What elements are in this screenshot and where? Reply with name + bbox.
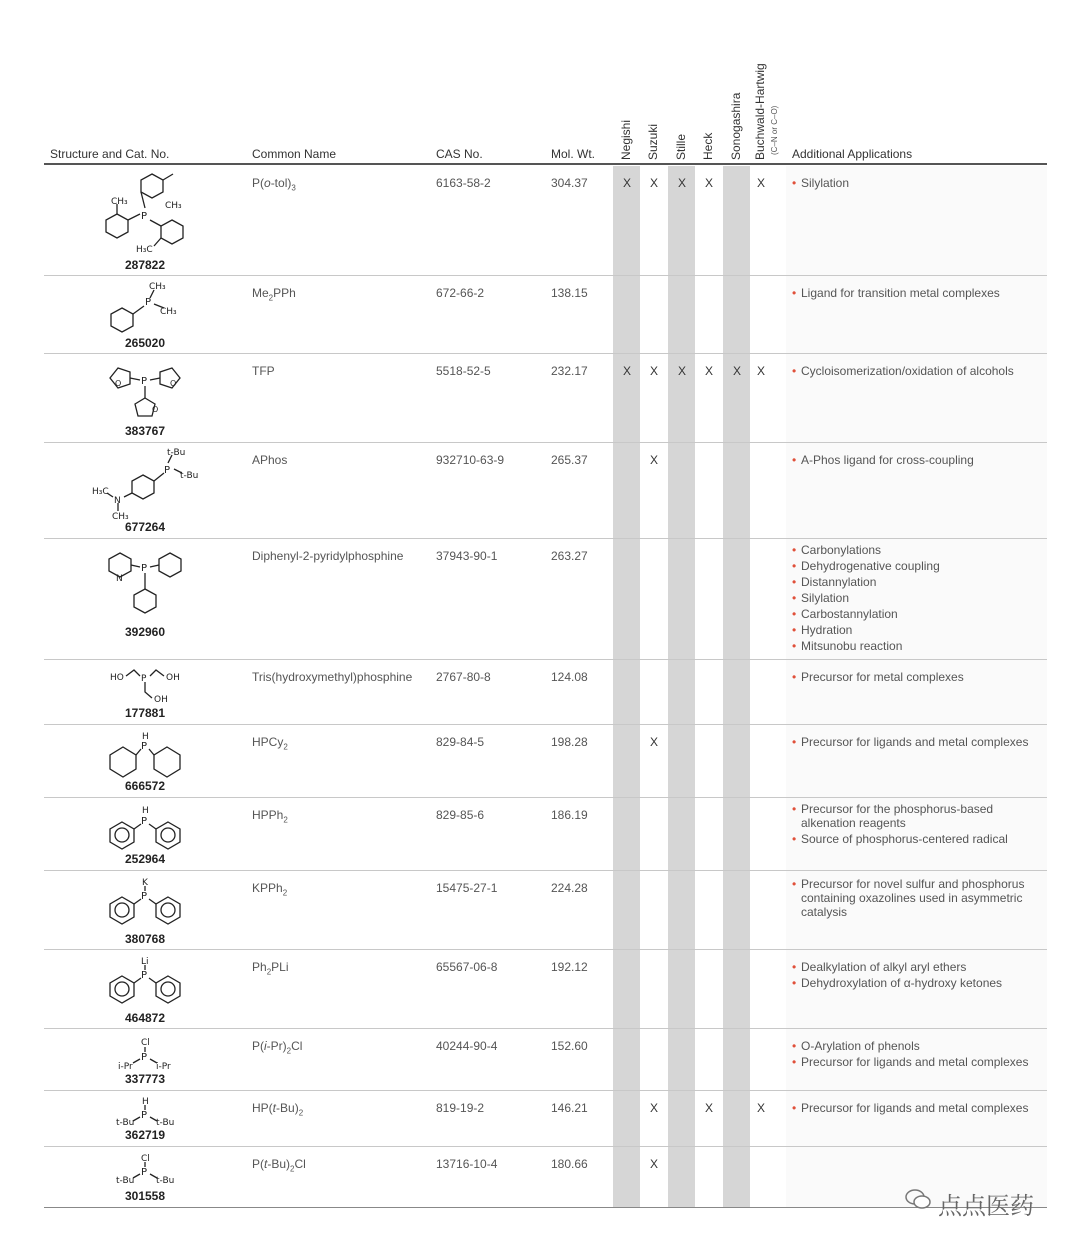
mark-buchwald: X	[756, 1101, 765, 1115]
application-item: • Dehydrogenative coupling	[792, 559, 1037, 573]
common-name: KPPh$_2$	[252, 881, 288, 898]
isopropyl-label: i-Pr	[118, 1062, 133, 1072]
common-name: TFP	[252, 364, 275, 378]
phosphorus-label: P	[141, 376, 148, 387]
potassium-label: K	[142, 878, 148, 888]
mol-weight: 124.08	[551, 670, 588, 684]
mark-heck: X	[704, 1101, 713, 1115]
catalog-number: 265020	[124, 336, 166, 350]
phosphorus-label: P	[141, 1052, 148, 1063]
phosphorus-label: P	[141, 1167, 148, 1178]
phosphorus-label: P	[141, 1110, 148, 1121]
common-name: APhos	[252, 453, 288, 467]
hydrogen-label: H	[142, 732, 149, 742]
structure-301558	[80, 1149, 210, 1187]
table-row	[0, 166, 1080, 275]
watermark-text: 点点医药	[938, 1193, 1034, 1220]
tbu-label: t-Bu	[156, 1176, 175, 1186]
mol-weight: 138.15	[551, 286, 588, 300]
oxygen-label: O	[170, 379, 177, 388]
application-item: • Silylation	[792, 176, 1037, 190]
table-row	[0, 276, 1080, 353]
table-row	[0, 950, 1080, 1028]
cas-number: 819-19-2	[436, 1101, 485, 1115]
application-item: • Precursor for ligands and metal complexes	[792, 1101, 1037, 1115]
phosphorus-label: P	[141, 211, 148, 222]
cas-number: 932710-63-9	[436, 453, 505, 467]
structure-337773	[80, 1031, 210, 1073]
structure-392960	[80, 541, 210, 621]
mark-sonogashira: X	[732, 364, 741, 378]
header-common-name: Common Name	[252, 147, 337, 161]
application-item: • Dealkylation of alkyl aryl ethers	[792, 960, 1037, 974]
hydrogen-label: H	[142, 806, 149, 816]
applications-list	[792, 735, 1037, 751]
catalog-number: 177881	[124, 706, 166, 720]
catalog-number: 301558	[124, 1189, 166, 1203]
applications-list	[792, 877, 1037, 921]
cas-number: 829-85-6	[436, 808, 485, 822]
catalog-number: 287822	[124, 258, 166, 272]
cas-number: 13716-10-4	[436, 1157, 498, 1171]
chlorine-label: Cl	[141, 1154, 150, 1164]
phosphorus-label: P	[141, 816, 148, 827]
header-negishi: Negishi	[619, 119, 633, 160]
mark-heck: X	[704, 364, 713, 378]
header-stille: Stille	[674, 133, 688, 160]
structure-252964	[80, 800, 210, 854]
mark-suzuki: X	[649, 176, 658, 190]
application-item: • Precursor for novel sulfur and phosphorus containing oxazolines used in asymmetric catalysis	[792, 877, 1037, 919]
application-item: • Carbostannylation	[792, 607, 1037, 621]
application-item: • A-Phos ligand for cross-coupling	[792, 453, 1037, 467]
methyl-label: CH₃	[165, 201, 182, 211]
applications-list	[792, 453, 1037, 469]
catalog-number: 383767	[124, 424, 166, 438]
tbu-label: t-Bu	[156, 1118, 175, 1128]
mark-suzuki: X	[649, 1157, 658, 1171]
mark-heck: X	[704, 176, 713, 190]
structure-287822	[80, 168, 210, 260]
phosphorus-label: P	[141, 891, 148, 902]
structure-677264	[80, 445, 210, 521]
oxygen-label: O	[152, 405, 159, 414]
catalog-number: 666572	[124, 779, 166, 793]
methyl-label: CH₃	[112, 512, 129, 521]
applications-list	[792, 670, 1037, 686]
hydroxyl-label: OH	[166, 673, 180, 683]
mark-buchwald: X	[756, 364, 765, 378]
header-buchwald: Buchwald-Hartwig	[753, 63, 767, 160]
phosphorus-label: P	[164, 465, 171, 476]
applications-list	[792, 1039, 1037, 1071]
methyl-label: CH₃	[149, 282, 166, 292]
structure-464872	[80, 952, 210, 1010]
wechat-icon	[905, 1188, 931, 1210]
oxygen-label: O	[115, 379, 122, 388]
mol-weight: 180.66	[551, 1157, 588, 1171]
header-mol-wt: Mol. Wt.	[551, 147, 595, 161]
application-item: • Carbonylations	[792, 543, 1037, 557]
applications-list	[792, 960, 1037, 992]
mol-weight: 263.27	[551, 549, 588, 563]
application-item: • Source of phosphorus-centered radical	[792, 832, 1037, 846]
catalog-number: 677264	[124, 520, 166, 534]
hydroxyl-label: OH	[154, 695, 168, 704]
mol-weight: 198.28	[551, 735, 588, 749]
table-row	[0, 725, 1080, 797]
common-name: $Me_2PPh$	[252, 286, 296, 303]
mol-weight: 192.12	[551, 960, 588, 974]
common-name: $HP(t-Bu)_2$	[252, 1101, 304, 1118]
catalog-number: 252964	[124, 852, 166, 866]
application-item: • Precursor for ligands and metal complexes	[792, 1055, 1037, 1069]
methyl-label: CH₃	[111, 197, 128, 207]
catalog-number: 337773	[124, 1072, 166, 1086]
common-name: $P(t-Bu)_2Cl$	[252, 1157, 306, 1174]
catalog-number: 362719	[124, 1128, 166, 1142]
header-structure: Structure and Cat. No.	[50, 147, 170, 161]
tbu-label: t-Bu	[167, 448, 186, 458]
common-name: Diphenyl-2-pyridylphosphine	[252, 549, 404, 563]
table-row	[0, 354, 1080, 442]
application-item: • Precursor for ligands and metal complexes	[792, 735, 1037, 749]
catalog-number: 380768	[124, 932, 166, 946]
common-name: $P(o-tol)_3$	[252, 176, 296, 193]
tbu-label: t-Bu	[116, 1118, 135, 1128]
cas-number: 672-66-2	[436, 286, 485, 300]
cas-number: 40244-90-4	[436, 1039, 498, 1053]
mark-stille: X	[677, 364, 686, 378]
header-applications: Additional Applications	[792, 147, 913, 161]
mol-weight: 232.17	[551, 364, 588, 378]
applications-list	[792, 1101, 1037, 1117]
isopropyl-label: i-Pr	[156, 1062, 171, 1072]
nitrogen-label: N	[114, 496, 121, 506]
application-item: • Hydration	[792, 623, 1037, 637]
mark-suzuki: X	[649, 1101, 658, 1115]
tbu-label: t-Bu	[180, 471, 199, 481]
table-row	[0, 443, 1080, 538]
mol-weight: 146.21	[551, 1101, 588, 1115]
application-item: • Dehydroxylation of α-hydroxy ketones	[792, 976, 1037, 990]
methyl-label: H₃C	[136, 245, 153, 255]
table-row	[0, 871, 1080, 949]
header-suzuki: Suzuki	[646, 123, 660, 160]
mark-suzuki: X	[649, 453, 658, 467]
cas-number: 829-84-5	[436, 735, 485, 749]
common-name: $Ph_2PLi$	[252, 960, 289, 977]
common-name: $P(i-Pr)_2Cl$	[252, 1039, 303, 1056]
mol-weight: 186.19	[551, 808, 588, 822]
header-sonogashira: Sonogashira	[729, 92, 743, 160]
table-row	[0, 1091, 1080, 1146]
cas-number: 15475-27-1	[436, 881, 498, 895]
cas-number: 6163-58-2	[436, 176, 491, 190]
cas-number: 5518-52-5	[436, 364, 491, 378]
mark-buchwald: X	[756, 176, 765, 190]
common-name: HPPh$_2$	[252, 808, 288, 825]
structure-380768	[80, 873, 210, 931]
application-item: • Ligand for transition metal complexes	[792, 286, 1037, 300]
phosphorus-label: P	[141, 674, 147, 684]
tbu-label: t-Bu	[116, 1176, 135, 1186]
header-cas: CAS No.	[436, 147, 483, 161]
table-row	[0, 660, 1080, 724]
applications-list	[792, 286, 1037, 302]
nitrogen-label: N	[116, 574, 123, 584]
application-item: • Precursor for the phosphorus-based alkenation reagents	[792, 802, 1037, 830]
structure-265020	[80, 278, 210, 338]
structure-177881	[80, 662, 210, 704]
applications-list	[792, 176, 1037, 192]
applications-list	[792, 802, 1037, 848]
table-row	[0, 539, 1080, 659]
catalog-number: 464872	[124, 1011, 166, 1025]
mol-weight: 304.37	[551, 176, 588, 190]
cas-number: 2767-80-8	[436, 670, 491, 684]
mol-weight: 224.28	[551, 881, 588, 895]
mark-negishi: X	[622, 364, 631, 378]
methyl-label: H₃C	[92, 487, 109, 497]
methyl-label: CH₃	[160, 307, 177, 317]
cas-number: 37943-90-1	[436, 549, 498, 563]
application-item: • Distannylation	[792, 575, 1037, 589]
mark-suzuki: X	[649, 735, 658, 749]
application-item: • Precursor for metal complexes	[792, 670, 1037, 684]
chlorine-label: Cl	[141, 1038, 150, 1048]
phosphorus-label: P	[141, 741, 148, 752]
structure-383767	[80, 356, 210, 426]
mark-suzuki: X	[649, 364, 658, 378]
table-row	[0, 1029, 1080, 1090]
application-item: • O-Arylation of phenols	[792, 1039, 1037, 1053]
phosphorus-label: P	[141, 563, 148, 574]
structure-666572	[80, 727, 210, 781]
application-item: • Cycloisomerization/oxidation of alcohols	[792, 364, 1037, 378]
mol-weight: 265.37	[551, 453, 588, 467]
mark-negishi: X	[622, 176, 631, 190]
structure-362719	[80, 1093, 210, 1129]
hydrogen-label: H	[142, 1097, 149, 1107]
table-bottom-rule	[44, 1207, 1047, 1208]
phosphorus-label: P	[145, 297, 152, 308]
common-name: HPCy$_2$	[252, 735, 288, 752]
phosphorus-label: P	[141, 970, 148, 981]
applications-list	[792, 543, 1037, 655]
table-row	[0, 798, 1080, 870]
applications-list	[792, 364, 1037, 380]
application-item: • Silylation	[792, 591, 1037, 605]
cas-number: 65567-06-8	[436, 960, 498, 974]
header-heck: Heck	[701, 132, 715, 160]
hydroxyl-label: HO	[110, 673, 124, 683]
header-rule	[44, 163, 1047, 165]
mark-stille: X	[677, 176, 686, 190]
application-item: • Mitsunobu reaction	[792, 639, 1037, 653]
lithium-label: Li	[141, 957, 149, 967]
mol-weight: 152.60	[551, 1039, 588, 1053]
common-name: Tris(hydroxymethyl)phosphine	[252, 670, 413, 684]
catalog-number: 392960	[124, 625, 166, 639]
header-buchwald-sub: (C–N or C–O)	[770, 105, 779, 155]
